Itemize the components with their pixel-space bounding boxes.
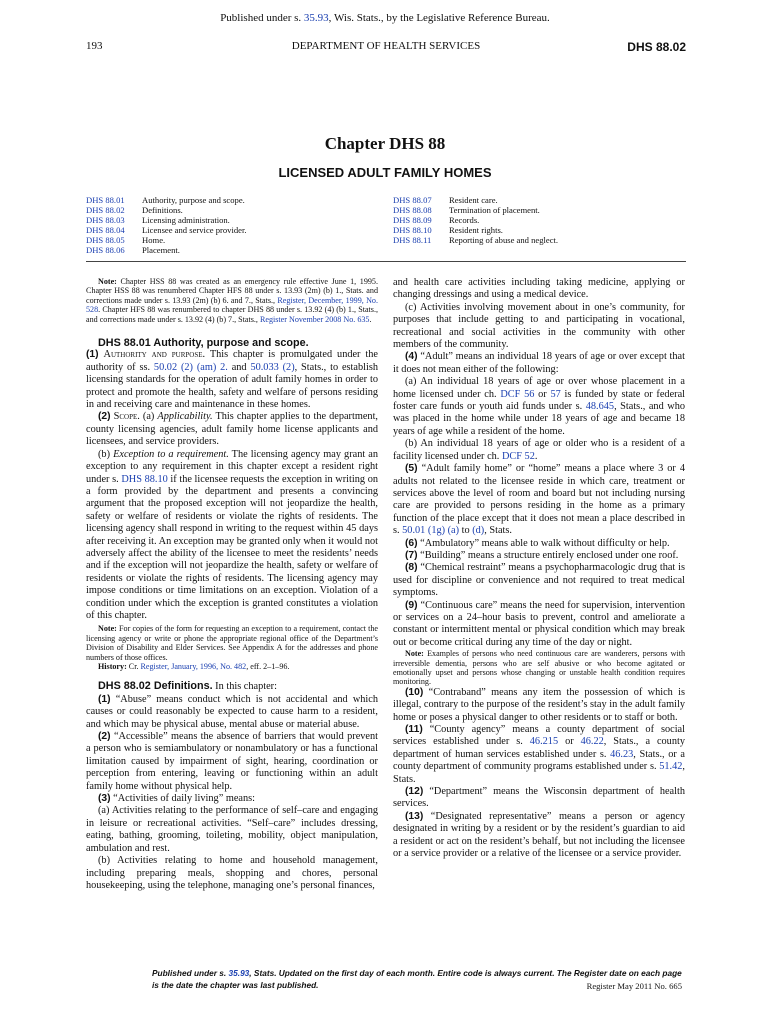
- toc-title: Home.: [142, 235, 166, 246]
- toc-title: Licensee and service provider.: [142, 225, 247, 236]
- definition-number: (10): [405, 686, 424, 698]
- department-name: DEPARTMENT OF HEALTH SERVICES: [291, 40, 481, 52]
- definition-text: “Chemical restraint” means a psychopharmacologic drug that is used for discipline or convenience and not required to treat medical symptoms.: [393, 562, 685, 599]
- definition-text: or: [558, 736, 581, 748]
- toc-row: [86, 215, 247, 225]
- toc-row: [86, 225, 247, 235]
- definition-text: “Continuous care” means the need for supervision, intervention or services on a 24–hour basis to prevent, control and ameliorate a constant or intermittent mental or physical condition which may break out or become critical during any time of the day or night.: [393, 599, 685, 648]
- toc-link[interactable]: DHS 88.06: [86, 245, 125, 256]
- definition-text: “County agency” means a county department of social services established under s.: [393, 724, 685, 748]
- history-note: [86, 662, 378, 671]
- definition-9: [393, 600, 685, 650]
- chapter-subtitle: LICENSED ADULT FAMILY HOMES: [278, 165, 492, 180]
- definition-text: “Ambulatory” means able to walk without difficulty or help.: [417, 537, 670, 549]
- toc-row: [393, 225, 558, 235]
- section-heading-88-02: DHS 88.02 Definitions.: [98, 680, 213, 693]
- subsection-number: (2): [98, 411, 111, 423]
- statute-link[interactable]: (d): [472, 525, 485, 537]
- definition-12: [393, 786, 685, 811]
- paragraph-text: if the licensee requests the exception in writing on a form provided by the department and presents a convincing argument that the proposed exception will not jeopardize the health, safety or welfare of residents or violate the rights of residents. The licensing agency shall respond in writing to the request within 45 days after receiving it. An exception may be granted only when it would not adversely affect the ability of the licensee to meet the residents’ needs and if the exception will not jeopardize the health, safety or welfare of residents or violate the rights of residents. The licensing agency may impose conditions or time limitations on an exception. Violation of a condition under which the exception is granted constitutes a violation of this chapter.: [86, 473, 378, 621]
- definition-number: (11): [405, 724, 423, 736]
- definition-13: [393, 811, 685, 861]
- definition-number: (6): [405, 537, 418, 549]
- definition-number: (5): [405, 463, 418, 475]
- definition-11: [393, 724, 685, 786]
- toc-row: [86, 245, 247, 255]
- definition-6: [393, 538, 685, 550]
- published-note: [0, 12, 770, 24]
- toc-row: [393, 195, 558, 205]
- toc-row: [393, 215, 558, 225]
- history-text: , eff. 2–1–96.: [246, 662, 290, 671]
- paragraph-88-01-2b: [86, 449, 378, 623]
- history-label: History:: [98, 662, 127, 671]
- definition-text: (a) An individual 18 years of age or over whose placement in a home licensed under ch.: [393, 376, 685, 400]
- toc-row: [86, 205, 247, 215]
- statute-link[interactable]: 51.42: [659, 761, 683, 773]
- toc-title: Reporting of abuse and neglect.: [449, 235, 559, 246]
- statute-link[interactable]: 50.01 (1g) (a): [402, 525, 460, 537]
- paragraph-text: This chapter is promulgated under the authority of ss.: [86, 349, 378, 373]
- toc-link[interactable]: DHS 88.08: [393, 205, 432, 216]
- left-column: [86, 277, 378, 892]
- toc-divider: [86, 261, 686, 262]
- chapter-title: Chapter DHS 88: [324, 134, 446, 153]
- definition-5: [393, 463, 685, 537]
- definition-text: “Abuse” means conduct which is not accidental and which causes or could reasonably be expected to cause harm to a resident, and which may be physical abuse, mental abuse or material abuse.: [86, 693, 378, 730]
- statute-link[interactable]: 35.93: [303, 12, 329, 24]
- definition-text: “Building” means a structure entirely enclosed under one roof.: [417, 549, 679, 561]
- note-text: .: [369, 314, 372, 324]
- footer-text: Published under s.: [152, 968, 229, 978]
- toc-row: [393, 205, 558, 215]
- statute-link[interactable]: 46.22: [580, 736, 604, 748]
- exception-note: [86, 624, 378, 662]
- definition-4b: [393, 438, 685, 463]
- definition-number: (8): [405, 562, 418, 574]
- definition-text: “Adult family home” or “home” means a place where 3 or 4 adults not related to the licensee reside in which care, treatment or services above the level of room and board but not including nursing care are provided to persons residing in the home as a primary function of the place except that it does not mean a place described in s.: [393, 463, 685, 537]
- table-of-contents-right: [393, 195, 558, 245]
- definition-text: , Stats., and who was placed in the home while under 18 years of age and became 18 years of age while a resident of the home.: [393, 401, 685, 437]
- footer-line-1: [152, 967, 732, 980]
- rule-link[interactable]: DCF 52: [501, 450, 535, 462]
- right-column: [393, 277, 685, 861]
- definition-text: , Stats.: [484, 525, 512, 537]
- toc-title: Records.: [449, 215, 480, 226]
- paragraph-text: The licensing agency may grant an exception to any requirement in this chapter except a resident right under s.: [86, 448, 379, 485]
- toc-link[interactable]: DHS 88.07: [393, 195, 432, 205]
- published-note-text-end: , Wis. Stats., by the Legislative Reference Bureau.: [328, 12, 550, 24]
- toc-link[interactable]: DHS 88.01: [86, 195, 125, 205]
- paragraph-title: Applicability.: [157, 411, 213, 423]
- toc-row: [86, 195, 247, 205]
- register-link[interactable]: Register November 2008 No. 635: [259, 314, 370, 324]
- chapter-note: [86, 277, 378, 324]
- toc-link[interactable]: DHS 88.09: [393, 215, 432, 226]
- toc-link[interactable]: DHS 88.03: [86, 215, 125, 226]
- definition-text: “Accessible” means the absence of barriers that would prevent a person who is semiambulatory or nonambulatory or has a functional limitation caused by impairment of sight, hearing, coordination or perception from entering, leaving or functioning within an adult family home without physical help.: [86, 731, 378, 792]
- note-text: Chapter HSS 88 was created as an emergency rule effective June 1, 1995. Chapter HSS 88 was renumbered Chapter HFS 88 under s. 13.93 (2m) (b) 1., Stats. and corrections made under s. 13.93 (2m) (b) 6. and 7., Stats.,: [86, 277, 378, 305]
- footer-line-2: is the date the chapter was last published.: [152, 980, 319, 990]
- section-88-02: [86, 680, 378, 693]
- definition-number: (2): [98, 731, 111, 743]
- definition-number: (7): [405, 549, 418, 561]
- definition-10: [393, 687, 685, 724]
- running-head: [86, 40, 686, 56]
- paragraph-text: In this chapter:: [212, 681, 277, 693]
- note-text: Examples of persons who need continuous care are wanderers, persons with irreversible dementia, persons who are self abusive or who become agitated or emotionally upset and persons whose changing or unstable health condition requires monitoring.: [393, 649, 685, 687]
- definition-number: (3): [98, 793, 111, 805]
- note-label: Note:: [98, 277, 117, 286]
- definition-3a: (a) Activities relating to the performance of self–care and engaging in leisure or recreational activities. “Self–care” includes dressing, eating, bathing, grooming, toileting, mobility, object manipulation, ambulation and rest.: [86, 805, 378, 854]
- subsection-number: (1): [86, 349, 99, 361]
- definition-3b: (b) Activities relating to home and household management, including preparing meals, shopping and chores, personal housekeeping, using the telephone, managing one’s personal finances,: [86, 855, 378, 891]
- definition-3b-continued: and health care activities including taking medicine, applying or changing dressings and using a medical device.: [393, 277, 685, 301]
- paragraph-text: and: [227, 361, 251, 373]
- definition-7: [393, 550, 685, 562]
- definition-text: or: [534, 388, 551, 400]
- toc-link[interactable]: DHS 88.04: [86, 225, 125, 236]
- toc-link[interactable]: DHS 88.02: [86, 205, 125, 216]
- definition-3: [86, 793, 378, 805]
- toc-title: Resident care.: [449, 195, 498, 205]
- subsection-88-01-1: [86, 349, 378, 411]
- paragraph-text: (a): [139, 411, 158, 423]
- definition-number: (12): [405, 786, 424, 798]
- toc-title: Licensing administration.: [142, 215, 230, 226]
- register-link[interactable]: Register, December, 1999, No. 528: [86, 295, 378, 315]
- register-link[interactable]: Register, January, 1996, No. 482: [140, 662, 247, 671]
- statute-link[interactable]: 46.215: [529, 736, 559, 748]
- note-text: For copies of the form for requesting an exception to a requirement, contact the licensing agency or write or phone the appropriate regional office of the Department’s Division of Disability and Elder Services. See Appendix A for the addresses and phone numbers of those offices.: [86, 624, 378, 662]
- definition-number: (4): [405, 351, 418, 363]
- definition-1: [86, 694, 378, 731]
- definition-3c: (c) Activities involving movement about in one’s community, for purposes that include getting to and participating in vocational, recreational and social activities in the community with other members of the community.: [393, 301, 685, 351]
- statute-link[interactable]: 50.02 (2) (am) 2.: [153, 361, 228, 373]
- definition-4a: [393, 376, 685, 438]
- definition-4: [393, 351, 685, 376]
- toc-link[interactable]: DHS 88.11: [393, 235, 432, 246]
- definition-text: is funded by state or federal foster care funds or youth aid funds under s.: [393, 388, 685, 413]
- paragraph-text: This chapter applies to the department, county licensing agencies, adult family home license applicants and licensees, and service providers.: [86, 411, 379, 448]
- definition-text: “Adult” means an individual 18 years of age or over except that it does not mean either of the following:: [393, 351, 685, 375]
- definition-text: “Activities of daily living” means:: [110, 793, 256, 805]
- register-date: Register May 2011 No. 665: [586, 981, 682, 991]
- section-code: DHS 88.02: [627, 40, 686, 54]
- definition-2: [86, 731, 378, 793]
- toc-title: Termination of placement.: [449, 205, 540, 216]
- footer-text: , Stats. Updated on the first day of each month. Entire code is always current. The Register date on each page: [249, 968, 682, 978]
- rule-link[interactable]: 57: [550, 388, 561, 400]
- paragraph-text: , Stats., to establish licensing standards for the operation of adult family homes in order to protect and promote the health, safety and welfare of persons residing in and receiving care and maintenance in these homes.: [86, 361, 378, 411]
- definition-text: to: [459, 525, 473, 537]
- toc-title: Definitions.: [142, 205, 183, 216]
- toc-row: [86, 235, 247, 245]
- rule-link[interactable]: DCF 56: [500, 388, 535, 400]
- toc-title: Authority, purpose and scope.: [142, 195, 245, 205]
- published-note-text: Published under s.: [220, 12, 304, 24]
- paragraph-text: (b): [98, 448, 114, 460]
- history-text: Cr.: [126, 662, 141, 671]
- definition-text: “Designated representative” means a person or agency designated in writing by a resident or by the resident’s guardian to aid a resident or act on the resident’s behalf, but not including the licensee or a service provider or a relative of the licensee or a service provider.: [393, 810, 685, 860]
- note-label: Note:: [98, 624, 117, 634]
- toc-link[interactable]: DHS 88.10: [393, 225, 432, 236]
- subsection-label: Authority and purpose.: [103, 349, 206, 361]
- rule-link[interactable]: DHS 88.10: [121, 473, 168, 485]
- definition-text: , Stats.: [393, 761, 685, 785]
- continuous-care-note: [393, 649, 685, 687]
- paragraph-title: Exception to a requirement.: [113, 448, 229, 460]
- definition-text: , Stats., or a county department of community programs established under s.: [393, 748, 685, 773]
- subsection-88-01-2: [86, 411, 378, 448]
- definition-number: (1): [98, 693, 111, 705]
- toc-title: Resident rights.: [449, 225, 503, 236]
- statute-link[interactable]: 35.93: [228, 968, 250, 978]
- page-number: 193: [86, 40, 103, 52]
- definition-number: (13): [405, 810, 424, 822]
- definition-text: “Department” means the Wisconsin department of health services.: [393, 786, 685, 810]
- statute-link[interactable]: 48.645: [585, 401, 615, 413]
- statute-link[interactable]: 50.033 (2): [250, 361, 295, 373]
- definition-8: [393, 562, 685, 599]
- table-of-contents-left: [86, 195, 247, 256]
- definition-text: .: [534, 450, 538, 462]
- statute-link[interactable]: 46.23: [610, 748, 634, 760]
- definition-text: , Stats., a county department of human services established under s.: [393, 736, 685, 760]
- toc-title: Placement.: [142, 245, 180, 256]
- toc-row: [393, 235, 558, 245]
- section-heading-88-01: DHS 88.01 Authority, purpose and scope.: [98, 337, 309, 350]
- toc-link[interactable]: DHS 88.05: [86, 235, 125, 246]
- subsection-label: Scope.: [113, 411, 140, 423]
- definition-text: “Contraband” means any item the possession of which is illegal, contrary to the purpose of the resident’s stay in the adult family home or poses a physical danger to other residents or to staff or both.: [393, 686, 685, 723]
- definition-text: (b) An individual 18 years of age or older who is a resident of a facility licensed under ch.: [393, 438, 685, 462]
- note-label: Note:: [405, 649, 424, 659]
- note-text: . Chapter HFS 88 was renumbered to chapter DHS 88 under s. 13.92 (4) (b) 1., Stats., and corrections made under s. 13.92 (4) (b) 7., Stats.,: [86, 305, 378, 324]
- definition-number: (9): [405, 599, 418, 611]
